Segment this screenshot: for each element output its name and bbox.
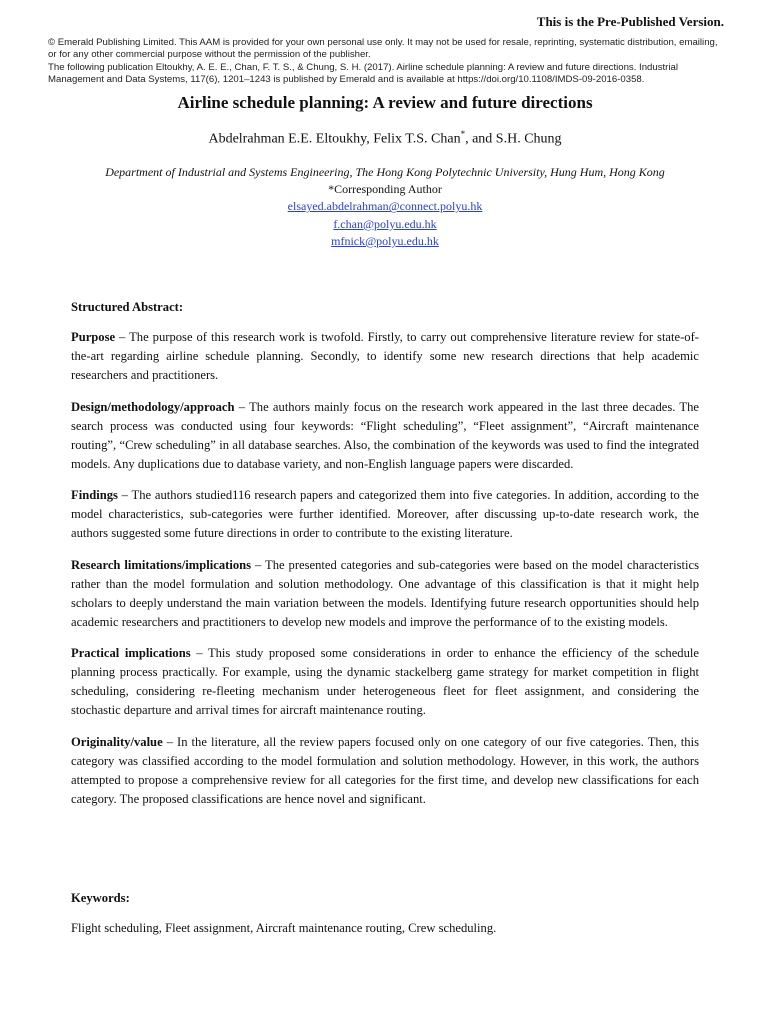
abstract-heading: Structured Abstract: bbox=[71, 300, 184, 314]
section-label: Purpose bbox=[71, 330, 116, 344]
paper-title: Airline schedule planning: A review and future directions bbox=[177, 93, 593, 112]
copyright-notice bbox=[48, 37, 728, 86]
abstract-limitations bbox=[71, 556, 699, 632]
section-label: Findings bbox=[71, 488, 118, 502]
section-label: Practical implications bbox=[71, 646, 191, 660]
copyright-line-2: The following publication Eltoukhy, A. E. E., Chan, F. T. S., & Chung, S. H. (2017). Airline schedule planning: A review and future directions. Industrial Management and Data Systems, 117(6), 1201–1243 is published by Emerald and is available at https://doi.org/10.1108/IMDS-09-2016-0358. bbox=[48, 61, 678, 85]
section-text: – This study proposed some considerations in order to enhance the efficiency of the schedule planning process practically. For example, using the dynamic stackelberg game strategy for market competition in flight scheduling, considering re-fleeting mechanism under heterogeneous fleet for fleet assignment, and considering the stochastic departure and arrival times for aircraft maintenance routing. bbox=[71, 646, 699, 717]
abstract-purpose bbox=[71, 328, 699, 385]
email-link-2[interactable]: f.chan@polyu.edu.hk bbox=[333, 216, 437, 231]
corresponding-author-label: *Corresponding Author bbox=[328, 182, 442, 197]
section-label: Research limitations/implications bbox=[71, 557, 252, 572]
corresponding-marker: * bbox=[460, 129, 466, 139]
section-text: – The authors mainly focus on the research work appeared in the last three decades. The search process was conducted using four keywords: “Flight scheduling”, “Fleet assignment”, “Aircraft maintenance routing”, “Crew scheduling” in all database searches. Also, the combination of the keywords was used to find the integrated models. Any duplications due to database variety, and non-English language papers were discarded. bbox=[71, 399, 699, 471]
section-text: – The purpose of this research work is twofold. Firstly, to carry out comprehensive literature review for state-of-the-art regarding airline schedule planning. Secondly, to identify some new research directions that help academic researchers and practitioners. bbox=[71, 330, 699, 382]
email-link-3[interactable]: mfnick@polyu.edu.hk bbox=[331, 233, 439, 248]
author-list bbox=[0, 129, 770, 148]
section-text: – The presented categories and sub-categories were based on the model characteristics rather than the model formulation and solution methodology. One advantage of this classification is that it might help scholars to deeply understand the main variation between the models. Identifying future research opportunities should help academic researchers and practitioners to develop new models and improve the performance of to the existing models. bbox=[71, 557, 699, 629]
abstract-findings bbox=[71, 486, 699, 543]
abstract-practical bbox=[71, 644, 699, 720]
department-affiliation: Department of Industrial and Systems Engineering, The Hong Kong Polytechnic University, Hung Hum, Hong Kong bbox=[105, 165, 665, 179]
abstract-originality bbox=[71, 733, 699, 809]
email-link-1[interactable]: elsayed.abdelrahman@connect.polyu.hk bbox=[287, 199, 483, 214]
section-label: Design/methodology/approach bbox=[71, 399, 235, 414]
authors-part-2: , and S.H. Chung bbox=[465, 131, 562, 147]
structured-abstract bbox=[71, 298, 699, 821]
section-text: – The authors studied116 research papers and categorized them into five categories. In addition, according to the model characteristics, sub-categories were further identified. Moreover, after discussing up-to-date research work, the authors suggested some future directions in order to contribute to the existing literature. bbox=[71, 488, 699, 540]
keywords-heading: Keywords: bbox=[71, 891, 130, 905]
affiliation-block bbox=[100, 164, 670, 250]
section-label: Originality/value bbox=[71, 734, 163, 749]
section-text: – In the literature, all the review papers focused only on one category of our five categories. Then, this category was classified according to the model formulation and solution methodology. However, in this work, the authors attempted to propose a comprehensive review for all categories for the first time, and develop new classifications for each category. The proposed classifications are hence novel and significant. bbox=[71, 734, 699, 806]
abstract-design bbox=[71, 398, 699, 474]
authors-part-1: Abdelrahman E.E. Eltoukhy, Felix T.S. Chan bbox=[208, 131, 461, 147]
keywords-list: Flight scheduling, Fleet assignment, Aircraft maintenance routing, Crew scheduling. bbox=[71, 921, 497, 935]
prepublished-notice: This is the Pre-Published Version. bbox=[536, 14, 724, 29]
copyright-line-1: © Emerald Publishing Limited. This AAM is provided for your own personal use only. It may not be used for resale, reprinting, systematic distribution, emailing, or for any other commercial purpose without the permission of the publisher. bbox=[48, 37, 718, 61]
